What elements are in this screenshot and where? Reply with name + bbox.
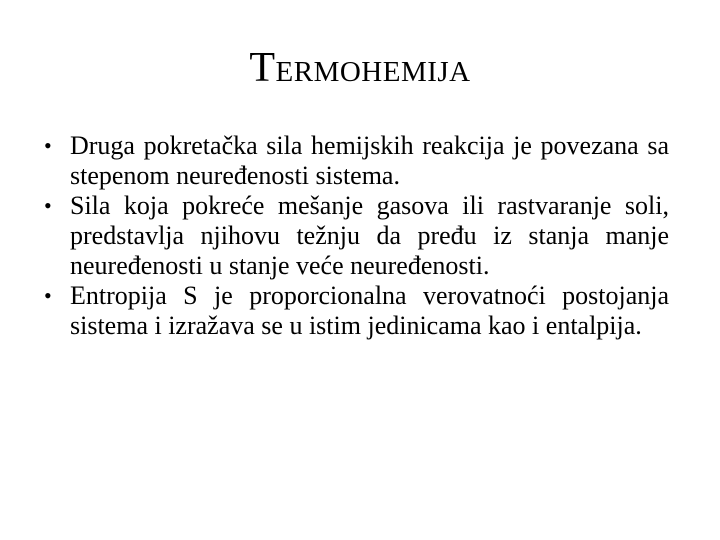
bullet-list: [44, 131, 669, 341]
bullet-text: Druga pokretačka sila hemijskih reakcija je povezana sa stepenom neuređenosti sistema.: [70, 131, 669, 190]
bullet-text: Sila koja pokreće mešanje gasova ili rastvaranje soli, predstavlja njihovu težnju da pređu iz stanja manje neuređenosti u stanje veće neuređenosti.: [70, 191, 669, 280]
bullet-dot-icon: •: [44, 133, 52, 158]
bullet-item: [44, 191, 669, 281]
slide-title-rest: ERMOHEMIJA: [275, 56, 471, 88]
slide-title: [0, 44, 720, 96]
bullet-text: Entropija S je proporcionalna verovatnoći postojanja sistema i izražava se u istim jedinicama kao i entalpija.: [70, 281, 669, 340]
bullet-item: [44, 281, 669, 341]
slide-title-first-letter: T: [249, 45, 276, 91]
bullet-dot-icon: •: [44, 283, 52, 308]
bullet-item: [44, 131, 669, 191]
bullet-dot-icon: •: [44, 193, 52, 218]
